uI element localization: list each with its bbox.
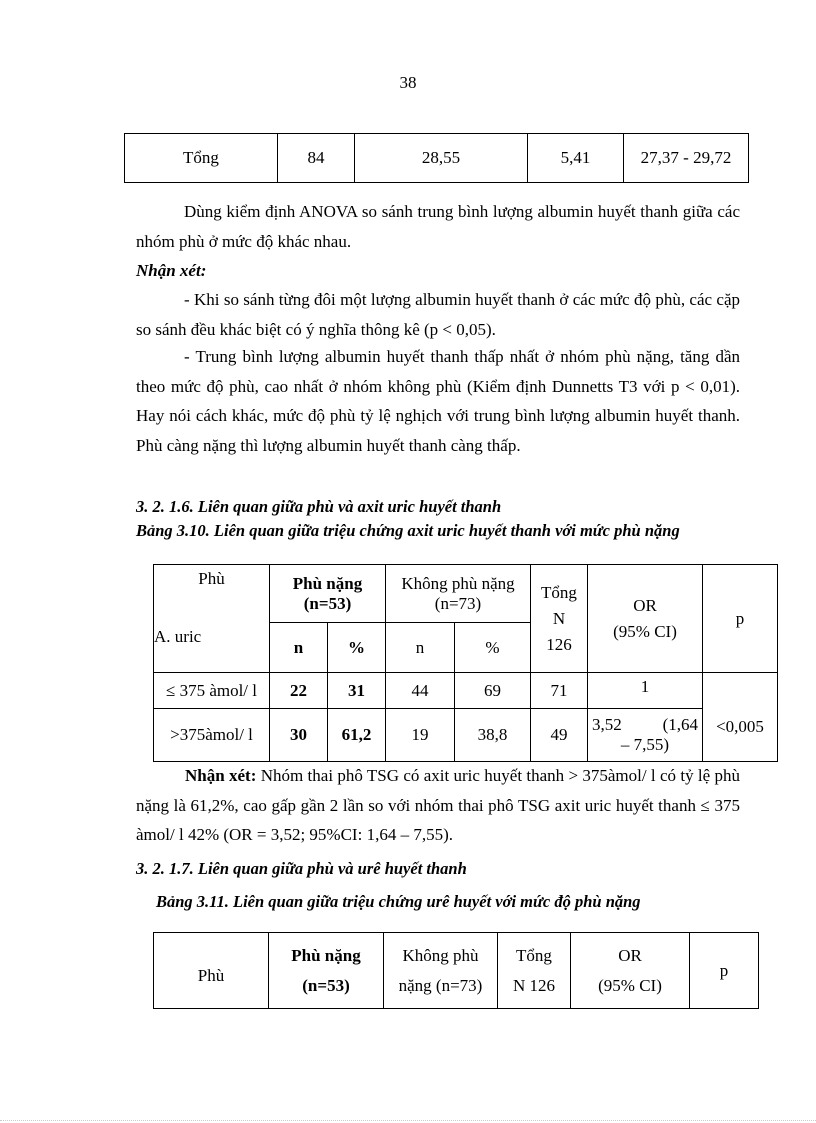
- table-row: [125, 134, 749, 183]
- table-cell: 61,2: [328, 709, 386, 762]
- table-cell: 22: [270, 673, 328, 709]
- header-phu-nang-count: (n=53): [303, 593, 352, 613]
- table-cell: 5,41: [528, 134, 624, 183]
- header-phu-nang: [269, 933, 384, 1009]
- table-cell: Tổng: [125, 134, 278, 183]
- remark-heading: Nhận xét:: [136, 261, 207, 280]
- remark-heading: Nhận xét:: [185, 766, 257, 785]
- header-tong-label: Tổng: [516, 945, 552, 965]
- header-phu-nang-count: (n=53): [302, 975, 350, 995]
- or-ci-line: [592, 715, 698, 735]
- header-or-ci: (95% CI): [613, 621, 677, 641]
- table-cell: 28,55: [355, 134, 528, 183]
- header-khong-count: (n=73): [434, 593, 482, 613]
- row-label: ≤ 375 àmol/ l: [154, 673, 270, 709]
- header-or: [571, 933, 690, 1009]
- table-3-10: [153, 564, 778, 762]
- header-p: p: [690, 933, 759, 1009]
- table-header-row: [154, 933, 759, 1009]
- table-row: [154, 673, 778, 709]
- table-cell: 27,37 - 29,72: [624, 134, 749, 183]
- page-bottom-border: [0, 1120, 816, 1121]
- paragraph-remark-uric: [136, 761, 740, 850]
- header-phu-nang-label: Phù nặng: [291, 945, 361, 965]
- table-cell: 84: [278, 134, 355, 183]
- header-n: n: [386, 623, 455, 673]
- paragraph-remark-1: - Khi so sánh từng đôi một lượng albumin huyết thanh ở các mức độ phù, các cặp so sánh đều khác biệt có ý nghĩa thông kê (p < 0,05).: [136, 290, 740, 339]
- header-tong: [498, 933, 571, 1009]
- ci-lower: (1,64: [662, 715, 698, 734]
- page-number: 38: [399, 73, 417, 92]
- paragraph-anova: Dùng kiểm định ANOVA so sánh trung bình lượng albumin huyết thanh giữa các nhóm phù ở mức độ khác nhau.: [136, 202, 740, 251]
- section-heading-3-2-1-6: 3. 2. 1.6. Liên quan giữa phù và axit uric huyết thanh: [136, 497, 502, 516]
- table-cell: 69: [455, 673, 531, 709]
- summary-total-table: [124, 133, 749, 183]
- header-n: n: [270, 623, 328, 673]
- header-tong-label: Tổng: [541, 582, 577, 602]
- header-cell-diagonal: [154, 565, 270, 673]
- header-phu-nang-label: Phù nặng: [292, 573, 363, 593]
- p-value-cell: <0,005: [703, 673, 778, 762]
- header-or-label: OR: [618, 945, 642, 965]
- table-cell: 19: [386, 709, 455, 762]
- header-or-label: OR: [633, 595, 657, 615]
- header-percent: %: [455, 623, 531, 673]
- table-header-row: [154, 565, 778, 623]
- header-a-uric: A. uric: [154, 627, 202, 646]
- table-cell: 1: [588, 673, 703, 709]
- header-phu: Phù: [198, 569, 225, 588]
- header-phu-nang: [270, 565, 386, 623]
- table-caption-3-10: Bảng 3.10. Liên quan giữa triệu chứng axit uric huyết thanh với mức phù nặng: [136, 521, 680, 540]
- row-label: >375àmol/ l: [154, 709, 270, 762]
- header-p: p: [703, 565, 778, 673]
- header-percent: %: [328, 623, 386, 673]
- header-phu: Phù: [154, 933, 269, 1009]
- or-ci-cell: [588, 709, 703, 762]
- table-cell: 38,8: [455, 709, 531, 762]
- header-khong-count: nặng (n=73): [398, 975, 483, 995]
- header-or-ci: (95% CI): [598, 975, 662, 995]
- remark-text: Nhóm thai phô TSG có axit uric huyết thanh > 375àmol/ l có tỷ lệ phù nặng là 61,2%, cao gấp gần 2 lần so với nhóm thai phô TSG axit uric huyết thanh ≤ 375 àmol/ l 42% (OR = 3,52; 95%CI: 1,64 – 7,55).: [136, 766, 740, 844]
- or-value: 3,52: [592, 715, 622, 734]
- header-khong-label: Không phù nặng: [401, 573, 515, 593]
- header-khong-phu-nang: [386, 565, 531, 623]
- table-cell: 71: [531, 673, 588, 709]
- paragraph-remark-2: - Trung bình lượng albumin huyết thanh thấp nhất ở nhóm phù nặng, tăng dần theo mức độ phù, cao nhất ở nhóm không phù (Kiểm định Dunnetts T3 với p < 0,01). Hay nói cách khác, mức độ phù tỷ lệ nghịch với trung bình lượng albumin huyết thanh. Phù càng nặng thì lượng albumin huyết thanh càng thấp.: [136, 347, 740, 455]
- ci-upper: – 7,55): [620, 735, 670, 754]
- header-tong-value: 126: [546, 634, 572, 654]
- header-or: [588, 565, 703, 673]
- table-3-11: [153, 932, 759, 1009]
- header-tong-n: N 126: [512, 975, 556, 995]
- section-heading-3-2-1-7: 3. 2. 1.7. Liên quan giữa phù và urê huyết thanh: [136, 859, 467, 878]
- header-khong-label: Không phù: [402, 945, 479, 965]
- header-tong-n: N: [552, 608, 566, 628]
- table-cell: 30: [270, 709, 328, 762]
- table-row: [154, 709, 778, 762]
- header-khong-phu-nang: [384, 933, 498, 1009]
- table-cell: 49: [531, 709, 588, 762]
- table-cell: 31: [328, 673, 386, 709]
- table-caption-3-11: Bảng 3.11. Liên quan giữa triệu chứng urê huyết với mức độ phù nặng: [156, 892, 641, 911]
- table-cell: 44: [386, 673, 455, 709]
- header-tong: [531, 565, 588, 673]
